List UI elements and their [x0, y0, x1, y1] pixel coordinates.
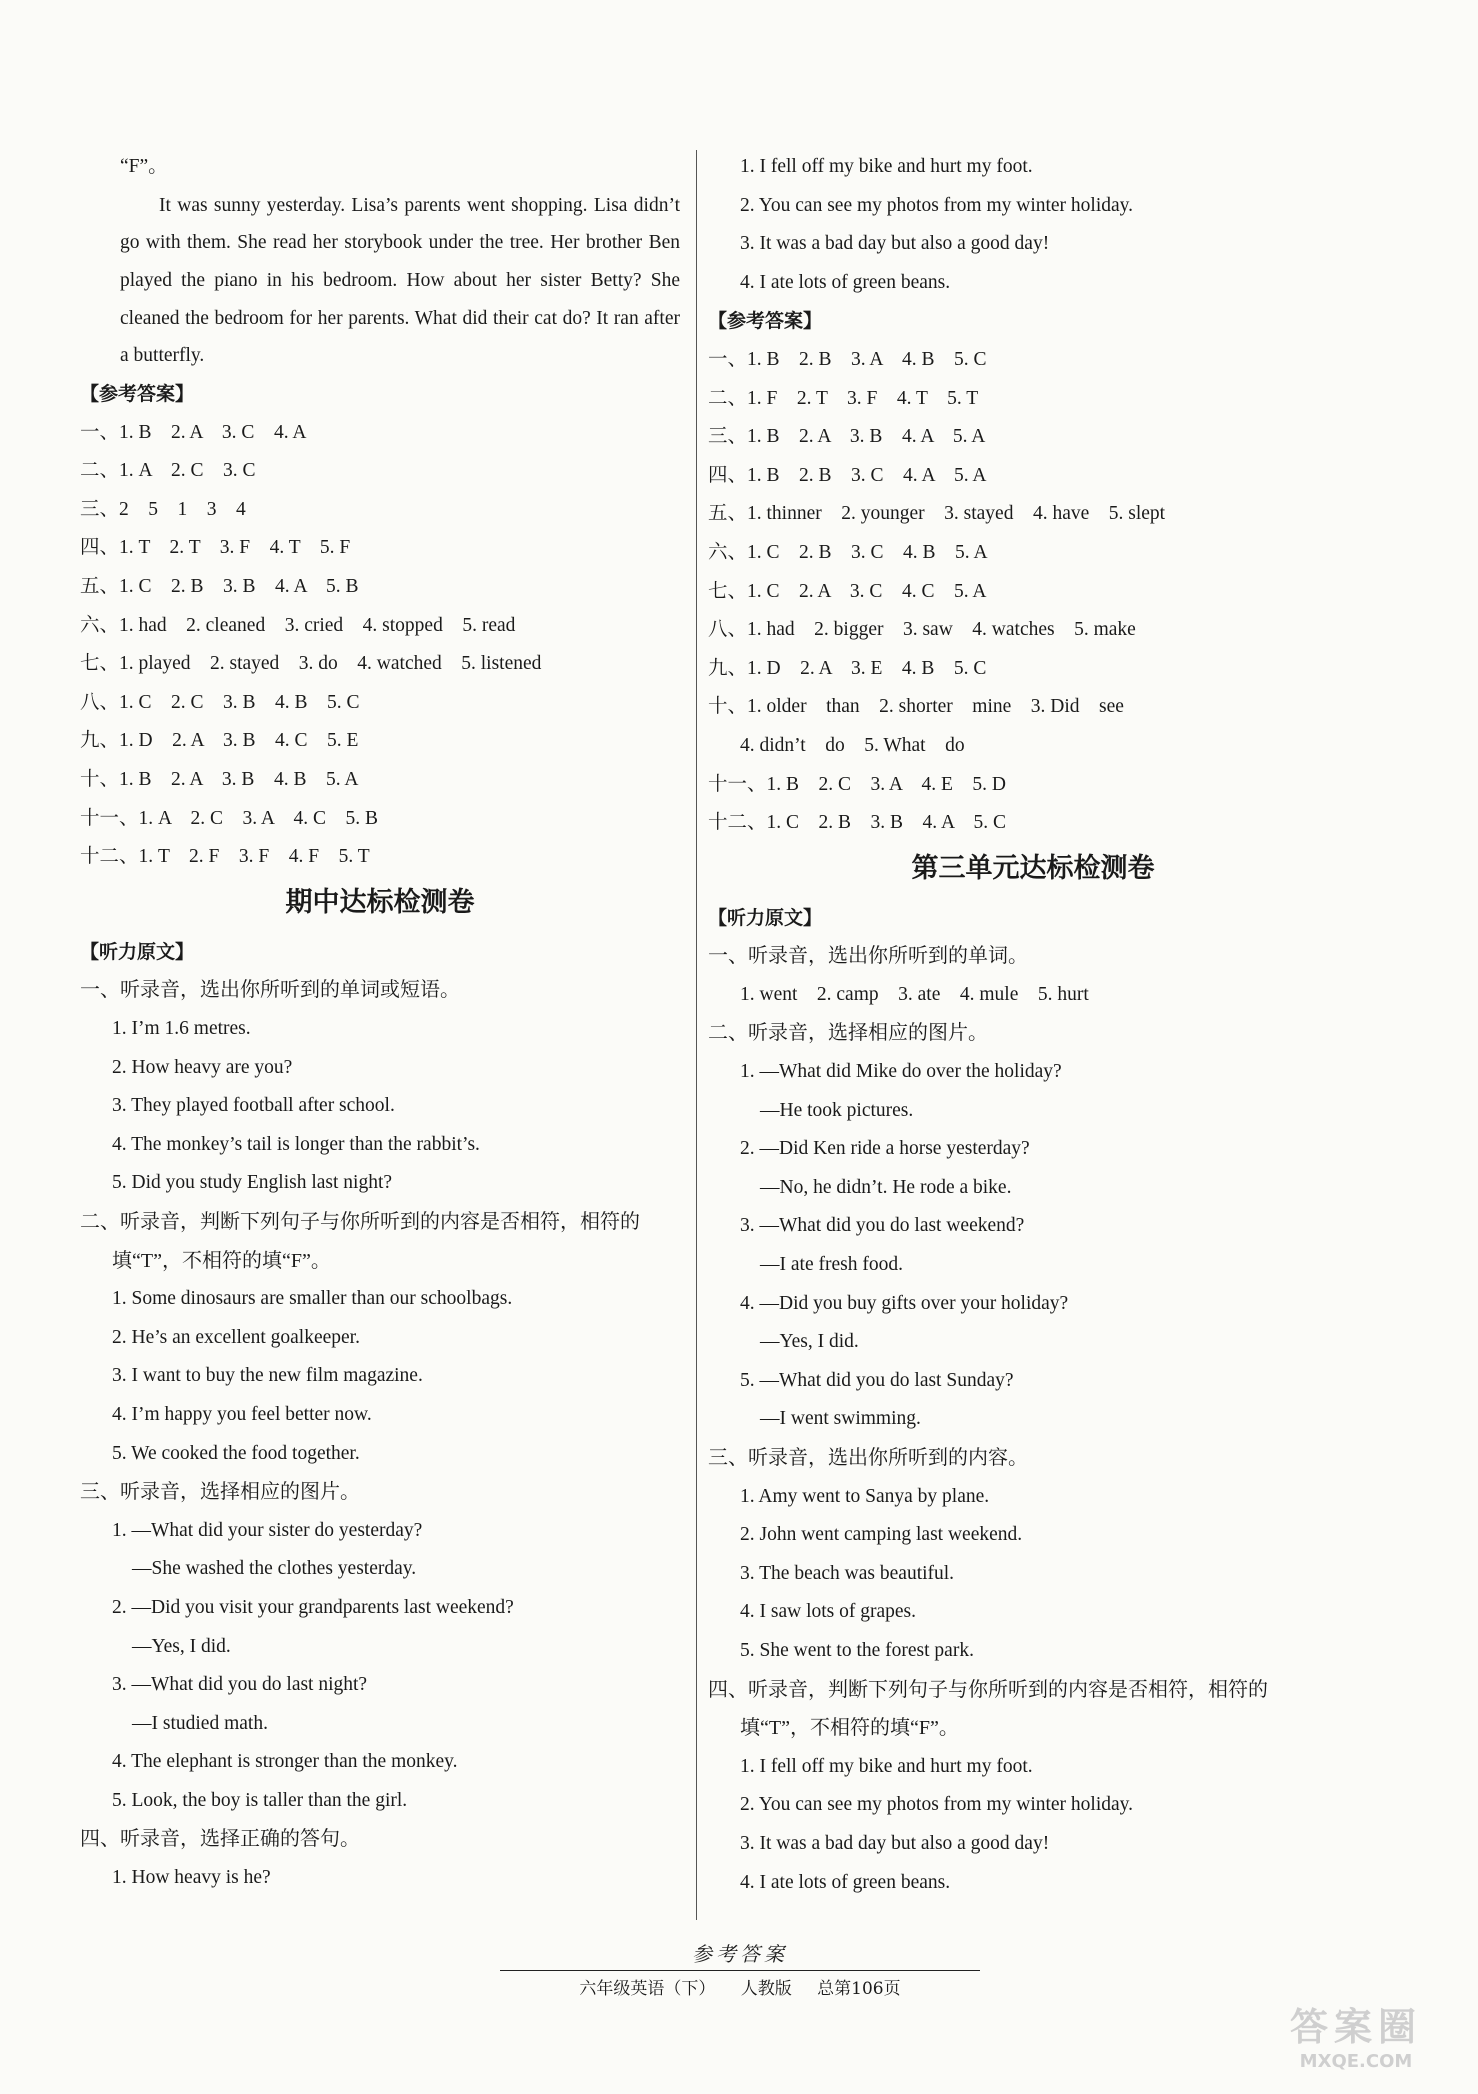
answer-line: 三、2 5 1 3 4: [80, 498, 246, 520]
answer-line: 三、1. B 2. A 3. B 4. A 5. A: [708, 426, 986, 448]
section-heading-cont: 填“T”，不相符的填“F”。: [112, 1249, 331, 1272]
listening-item: 1. I fell off my bike and hurt my foot.: [740, 1755, 1033, 1777]
listening-reply: —Yes, I did.: [132, 1635, 231, 1657]
answer-tag: 【参考答案】: [708, 310, 823, 333]
answer-tag: 【参考答案】: [80, 383, 195, 406]
answer-line: 七、1. C 2. A 3. C 4. C 5. A: [708, 580, 987, 602]
listening-item: 4. The monkey’s tail is longer than the rabbit’s.: [112, 1133, 480, 1155]
section-heading: 一、听录音，选出你所听到的单词。: [708, 945, 1028, 968]
listening-item: 5. Look, the boy is taller than the girl.: [112, 1789, 408, 1811]
answer-line: 九、1. D 2. A 3. B 4. C 5. E: [80, 730, 359, 752]
listening-reply: —I went swimming.: [760, 1408, 921, 1430]
section-heading: 四、听录音，选择正确的答句。: [80, 1828, 360, 1851]
listening-item: 2. —Did Ken ride a horse yesterday?: [740, 1138, 1030, 1160]
listening-reply: —I ate fresh food.: [760, 1254, 903, 1276]
answer-line: 一、1. B 2. B 3. A 4. B 5. C: [708, 348, 987, 370]
listening-item: 3. —What did you do last weekend?: [740, 1215, 1025, 1237]
listening-item: 4. I’m happy you feel better now.: [112, 1403, 372, 1425]
answer-line: 六、1. had 2. cleaned 3. cried 4. stopped 5. read: [80, 614, 516, 636]
footer-grade: 六年级英语（下）: [579, 1979, 716, 1999]
listening-item: 1. Amy went to Sanya by plane.: [740, 1485, 990, 1507]
midterm-title: 期中达标检测卷: [285, 886, 475, 918]
unit3-title: 第三单元达标检测卷: [911, 852, 1155, 884]
answer-line: 十二、1. C 2. B 3. B 4. A 5. C: [708, 812, 1006, 834]
listening-item: 3. It was a bad day but also a good day!: [740, 1832, 1050, 1854]
answer-line: 六、1. C 2. B 3. C 4. B 5. A: [708, 541, 988, 563]
listening-reply: —No, he didn’t. He rode a bike.: [760, 1176, 1012, 1198]
listening-reply: —She washed the clothes yesterday.: [132, 1558, 417, 1580]
watermark-url: MXQE.COM: [1299, 2051, 1413, 2072]
listening-item: 1. —What did Mike do over the holiday?: [740, 1061, 1062, 1083]
listening-item: 2. He’s an excellent goalkeeper.: [112, 1326, 360, 1348]
listening-tag: 【听力原文】: [80, 940, 195, 963]
answer-line: 二、1. A 2. C 3. C: [80, 460, 256, 482]
watermark-text: 答案圈: [1289, 2005, 1422, 2049]
section-heading: 三、听录音，选择相应的图片。: [80, 1481, 360, 1504]
section-heading: 四、听录音，判断下列句子与你所听到的内容是否相符，相符的: [708, 1678, 1268, 1701]
section-heading: 三、听录音，选出你所听到的内容。: [708, 1447, 1028, 1469]
section-heading: 一、听录音，选出你所听到的单词或短语。: [80, 979, 460, 1002]
section-heading: 二、听录音，判断下列句子与你所听到的内容是否相符，相符的: [80, 1210, 640, 1233]
listening-item: 4. I ate lots of green beans.: [740, 1871, 951, 1893]
page-footer: [460, 1938, 1020, 1999]
listening-item: 2. You can see my photos from my winter holiday.: [740, 194, 1134, 216]
listening-item: 2. How heavy are you?: [112, 1056, 293, 1078]
listening-tag: 【听力原文】: [708, 906, 823, 929]
listening-item: 2. You can see my photos from my winter holiday.: [740, 1794, 1134, 1816]
right-column: [708, 148, 1358, 1902]
answer-line: 十、1. older than 2. shorter mine 3. Did see: [708, 696, 1124, 718]
listening-item: 5. She went to the forest park.: [740, 1639, 974, 1661]
answer-line: 十、1. B 2. A 3. B 4. B 5. A: [80, 769, 359, 791]
answer-line: 五、1. C 2. B 3. B 4. A 5. B: [80, 576, 359, 598]
answer-line: 九、1. D 2. A 3. E 4. B 5. C: [708, 657, 987, 679]
listening-item: 3. It was a bad day but also a good day!: [740, 233, 1050, 255]
footer-rule: [500, 1970, 980, 1971]
listening-item: 4. I ate lots of green beans.: [740, 271, 951, 293]
listening-item: 1. went 2. camp 3. ate 4. mule 5. hurt: [740, 983, 1089, 1005]
listening-item: 4. I saw lots of grapes.: [740, 1601, 917, 1623]
listening-item: 5. —What did you do last Sunday?: [740, 1369, 1014, 1391]
answer-line: 4. didn’t do 5. What do: [740, 734, 965, 756]
footer-title: 参考答案: [692, 1942, 788, 1966]
answer-line: 二、1. F 2. T 3. F 4. T 5. T: [708, 387, 979, 409]
listening-item: 1. I’m 1.6 metres.: [112, 1018, 251, 1040]
answer-line: 四、1. T 2. T 3. F 4. T 5. F: [80, 537, 351, 559]
left-column: [80, 148, 680, 1898]
section-heading-cont: 填“T”，不相符的填“F”。: [740, 1717, 959, 1740]
footer-page-number: 总第106页: [817, 1979, 901, 1999]
section-heading: 二、听录音，选择相应的图片。: [708, 1022, 988, 1045]
answer-line: 十二、1. T 2. F 3. F 4. F 5. T: [80, 846, 370, 868]
answer-line: 七、1. played 2. stayed 3. do 4. watched 5. listened: [80, 653, 542, 675]
answer-line: 五、1. thinner 2. younger 3. stayed 4. have 5. slept: [708, 503, 1166, 525]
listening-item: 1. I fell off my bike and hurt my foot.: [740, 156, 1033, 177]
listening-item: 2. —Did you visit your grandparents last weekend?: [112, 1596, 514, 1618]
answer-line: 一、1. B 2. A 3. C 4. A: [80, 421, 307, 443]
answer-line: 十一、1. A 2. C 3. A 4. C 5. B: [80, 807, 378, 829]
opening-quote: “F”。: [120, 156, 168, 177]
answer-line: 四、1. B 2. B 3. C 4. A 5. A: [708, 464, 987, 486]
answer-line: 十一、1. B 2. C 3. A 4. E 5. D: [708, 773, 1006, 795]
listening-item: 4. —Did you buy gifts over your holiday?: [740, 1292, 1069, 1314]
listening-item: 3. —What did you do last night?: [112, 1674, 368, 1696]
listening-item: 5. Did you study English last night?: [112, 1172, 393, 1194]
answer-line: 八、1. C 2. C 3. B 4. B 5. C: [80, 691, 360, 713]
footer-info: [460, 1974, 1020, 1999]
listening-item: 3. I want to buy the new film magazine.: [112, 1365, 423, 1387]
listening-item: 3. They played football after school.: [112, 1095, 395, 1117]
column-divider: [696, 150, 697, 1920]
listening-reply: —I studied math.: [132, 1712, 268, 1734]
listening-reply: —Yes, I did.: [760, 1331, 859, 1353]
listening-reply: —He took pictures.: [760, 1099, 914, 1121]
listening-item: 5. We cooked the food together.: [112, 1442, 360, 1464]
listening-item: 2. John went camping last weekend.: [740, 1524, 1023, 1546]
listening-item: 1. Some dinosaurs are smaller than our schoolbags.: [112, 1288, 513, 1310]
listening-item: 3. The beach was beautiful.: [740, 1562, 955, 1584]
answer-line: 八、1. had 2. bigger 3. saw 4. watches 5. make: [708, 619, 1136, 641]
story-paragraph: It was sunny yesterday. Lisa’s parents went shopping. Lisa didn’t go with them. She read her storybook under the tree. Her brother Ben played the piano in his bedroom. How about her sister Betty? She cleaned the bedroom for her parents. What did their cat do? It ran after a butterfly.: [120, 194, 680, 367]
listening-item: 1. —What did your sister do yesterday?: [112, 1519, 423, 1541]
watermark-logo: [1256, 1996, 1456, 2076]
footer-edition: 人教版: [740, 1979, 792, 1999]
listening-item: 4. The elephant is stronger than the monkey.: [112, 1751, 458, 1773]
listening-item: 1. How heavy is he?: [112, 1867, 271, 1889]
